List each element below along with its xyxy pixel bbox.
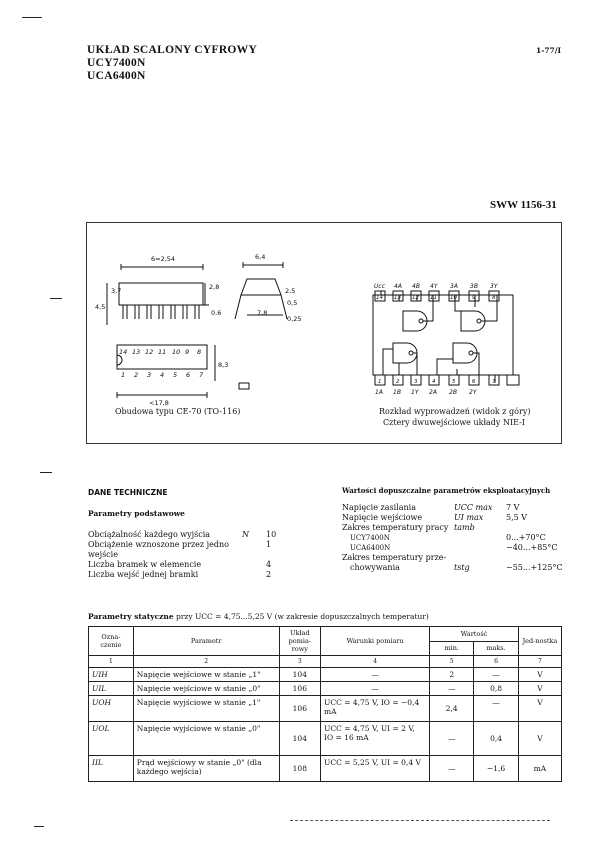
pin-number: 7: [199, 371, 204, 379]
doc-number: SWW 1156-31: [490, 199, 557, 211]
pin-number: 1: [378, 379, 382, 385]
param-label: Obciążenie wznoszone przez jedno wejście: [88, 540, 229, 559]
static-params-title: [88, 612, 429, 621]
table-row: [342, 543, 564, 553]
col-header: Wartość: [430, 627, 519, 642]
limit-symbol: UI max: [454, 513, 484, 522]
table-row: [342, 553, 564, 563]
pin-number: 4: [160, 371, 165, 379]
pin-number: 14: [119, 348, 128, 356]
pin-number: 7: [492, 379, 496, 385]
table-row: [342, 503, 564, 513]
col-header: Warunki pomiaru: [321, 627, 430, 656]
cell-conditions: —: [321, 682, 430, 696]
pin-number: 3: [414, 379, 418, 385]
cell-circuit: 106: [279, 696, 320, 722]
limit-label: chowywania: [350, 563, 400, 572]
col-header: Parametr: [133, 627, 279, 656]
dim-label: 6=2,54: [151, 255, 176, 263]
cell-min: —: [430, 756, 474, 782]
section-heading: DANE TECHNICZNE: [88, 488, 168, 497]
cell-circuit: 104: [279, 668, 320, 682]
cell-circuit: 106: [279, 682, 320, 696]
cell-symbol: UIH: [89, 668, 134, 682]
pin-label: 2B: [449, 389, 457, 396]
param-label: Liczba bramek w elemencie: [88, 560, 202, 569]
cell-symbol: UIL: [89, 682, 134, 696]
cell-max: —: [474, 696, 519, 722]
limit-symbol: tstg: [454, 563, 470, 572]
footer-rule: [290, 820, 550, 821]
pin-label: 4Y: [430, 283, 438, 290]
pin-label: 4B: [412, 283, 420, 290]
cell-param: Napięcie wyjściowe w stanie „0": [133, 722, 279, 756]
cell-circuit: 108: [279, 756, 320, 782]
limit-label: Zakres temperatury pracy: [342, 523, 449, 532]
table-row: [88, 570, 278, 580]
cell-unit: V: [518, 668, 561, 682]
limits-table: [342, 503, 564, 573]
pinout-caption: Cztery dwuwejściowe układy NIE-I: [383, 418, 525, 427]
limit-label: UCA6400N: [350, 544, 391, 552]
param-value: 1: [266, 540, 272, 549]
cell-min: 2,4: [430, 696, 474, 722]
limit-value: 0...+70°C: [506, 533, 546, 542]
cell-unit: V: [518, 696, 561, 722]
pin-number: 10: [450, 295, 457, 301]
col-header: Jed-nostka: [518, 627, 561, 656]
col-number: 2: [133, 656, 279, 668]
cell-unit: mA: [518, 756, 561, 782]
limit-value: −40...+85°C: [506, 543, 558, 552]
page-ref: 1-77/I: [536, 46, 562, 55]
param-value: 10: [266, 530, 277, 539]
col-number: 5: [430, 656, 474, 668]
limit-value: 7 V: [506, 503, 520, 512]
pin-number: 13: [394, 295, 401, 301]
static-title-rest: przy UCC = 4,75...5,25 V (w zakresie dopuszczalnych temperatur): [176, 612, 429, 621]
cell-circuit: 104: [279, 722, 320, 756]
param-symbol: [242, 540, 266, 560]
col-number: 6: [474, 656, 519, 668]
margin-mark: [40, 472, 52, 473]
limit-symbol: UCC max: [454, 503, 493, 512]
table-row: [89, 756, 562, 782]
cell-symbol: UOL: [89, 722, 134, 756]
cell-symbol: IIL: [89, 756, 134, 782]
pin-number: 9: [472, 295, 476, 301]
cell-min: —: [430, 722, 474, 756]
cell-conditions: UCC = 4,75 V, IO = −0,4 mA: [321, 696, 430, 722]
pin-number: 8: [197, 348, 202, 356]
pin-number: 8: [492, 295, 496, 301]
header-row: [89, 627, 562, 642]
param-value: 2: [266, 570, 272, 579]
param-value: 4: [266, 560, 272, 569]
pin-label: 1Y: [411, 389, 419, 396]
cell-conditions: UCC = 5,25 V, UI = 0,4 V: [321, 756, 430, 782]
dim-label: 3,7: [111, 287, 122, 295]
dim-label: <17,8: [149, 399, 169, 407]
dim-label: 0,6: [211, 309, 222, 317]
pin-label: 3A: [450, 283, 458, 290]
col-header: Układ pomia-rowy: [279, 627, 320, 656]
cell-max: −1,6: [474, 756, 519, 782]
dim-label: 6,4: [255, 253, 266, 261]
cell-max: —: [474, 668, 519, 682]
table-row: [89, 668, 562, 682]
pin-label: 1A: [375, 389, 383, 396]
basic-params-table: [88, 530, 278, 580]
pin-number: 9: [185, 348, 190, 356]
cell-param: Napięcie wyjściowe w stanie „1": [133, 696, 279, 722]
col-header: maks.: [474, 641, 519, 656]
col-number: 7: [518, 656, 561, 668]
limit-symbol: [454, 553, 506, 563]
dim-label: 0,25: [287, 315, 302, 323]
dim-label: 8,3: [218, 361, 229, 369]
col-number: 1: [89, 656, 134, 668]
pin-number: 5: [452, 379, 456, 385]
cell-unit: V: [518, 682, 561, 696]
dim-label: 2,5: [285, 287, 296, 295]
limit-symbol: [454, 543, 506, 553]
dim-label: 4,5: [95, 303, 106, 311]
pin-number: 5: [173, 371, 178, 379]
cell-max: 0,8: [474, 682, 519, 696]
limit-label: Napięcie wejściowe: [342, 513, 423, 522]
param-label: Obciążalność każdego wyjścia: [88, 530, 211, 539]
col-header: Ozna-czenie: [89, 627, 134, 656]
pin-number: 11: [158, 348, 167, 356]
pin-number: 12: [412, 295, 419, 301]
static-params-table: [88, 626, 562, 782]
pin-number: 10: [172, 348, 181, 356]
title-line: UCA6400N: [87, 70, 146, 82]
table-row: [342, 533, 564, 543]
page-title: [87, 44, 257, 83]
table-row: [88, 540, 278, 560]
table-row: [342, 523, 564, 533]
limit-symbol: [454, 533, 506, 543]
pin-number: 1: [121, 371, 126, 379]
margin-mark: [22, 17, 42, 18]
cell-min: —: [430, 682, 474, 696]
param-symbol: [242, 570, 266, 580]
table-row: [88, 530, 278, 540]
pin-number: 3: [147, 371, 152, 379]
pin-number: 6: [472, 379, 476, 385]
pin-number: 6: [186, 371, 191, 379]
title-line: UCY7400N: [87, 57, 146, 69]
pin-label: 3Y: [490, 283, 498, 290]
limit-label: Napięcie zasilania: [342, 503, 416, 512]
table-row: [89, 682, 562, 696]
pin-label: 4A: [394, 283, 402, 290]
pin-label: 2A: [429, 389, 437, 396]
cell-min: 2: [430, 668, 474, 682]
param-label: Liczba wejść jednej bramki: [88, 570, 199, 579]
dim-label: 0,5: [287, 299, 298, 307]
pin-label: 1B: [393, 389, 401, 396]
cell-conditions: UCC = 4,75 V, UI = 2 V, IO = 16 mA: [321, 722, 430, 756]
table-row: [88, 560, 278, 570]
package-caption: Obudowa typu CE-70 (TO-116): [115, 407, 241, 416]
margin-mark: [34, 826, 44, 827]
pin-label: 2Y: [469, 389, 477, 396]
table-row: [89, 722, 562, 756]
pin-label: Ucc: [374, 283, 385, 290]
pin-number: 11: [430, 295, 437, 301]
pin-label: 3B: [470, 283, 478, 290]
limit-value: 5,5 V: [506, 513, 528, 522]
pin-number: 12: [145, 348, 154, 356]
pinout-caption: Rozkład wyprowadzeń (widok z góry): [379, 407, 531, 416]
cell-param: Napięcie wejściowe w stanie „0": [133, 682, 279, 696]
static-title-bold: Parametry statyczne: [88, 612, 174, 621]
col-number: 4: [321, 656, 430, 668]
title-line: UKŁAD SCALONY CYFROWY: [87, 44, 258, 56]
limit-symbol: tamb: [454, 523, 475, 532]
cell-max: 0,4: [474, 722, 519, 756]
pin-number: 14: [376, 295, 383, 301]
limit-value: [506, 523, 564, 533]
pin-number: 4: [432, 379, 436, 385]
table-row: [342, 563, 564, 573]
dim-label: 2,8: [209, 283, 220, 291]
param-symbol: N: [242, 530, 249, 539]
cell-conditions: —: [321, 668, 430, 682]
limits-heading: Wartości dopuszczalne parametrów eksploatacyjnych: [342, 486, 551, 495]
table-row: [89, 696, 562, 722]
limit-label: UCY7400N: [350, 534, 390, 542]
limit-value: −55...+125°C: [506, 563, 563, 572]
cell-param: Napięcie wejściowe w stanie „1": [133, 668, 279, 682]
col-number-row: [89, 656, 562, 668]
col-header: min.: [430, 641, 474, 656]
param-symbol: [242, 560, 266, 570]
margin-mark: [50, 298, 62, 299]
subsection-heading: Parametry podstawowe: [88, 509, 185, 518]
table-row: [342, 513, 564, 523]
pin-number: 13: [132, 348, 141, 356]
limit-label: Zakres temperatury prze-: [342, 553, 447, 562]
cell-param: Prąd wejściowy w stanie „0" (dla każdego wejścia): [133, 756, 279, 782]
pin-number: 2: [134, 371, 139, 379]
limit-value: [506, 553, 564, 563]
pin-number: 2: [396, 379, 400, 385]
figure-frame: [86, 222, 562, 444]
dim-label: 7,8: [257, 309, 268, 317]
cell-symbol: UOH: [89, 696, 134, 722]
col-number: 3: [279, 656, 320, 668]
cell-unit: V: [518, 722, 561, 756]
